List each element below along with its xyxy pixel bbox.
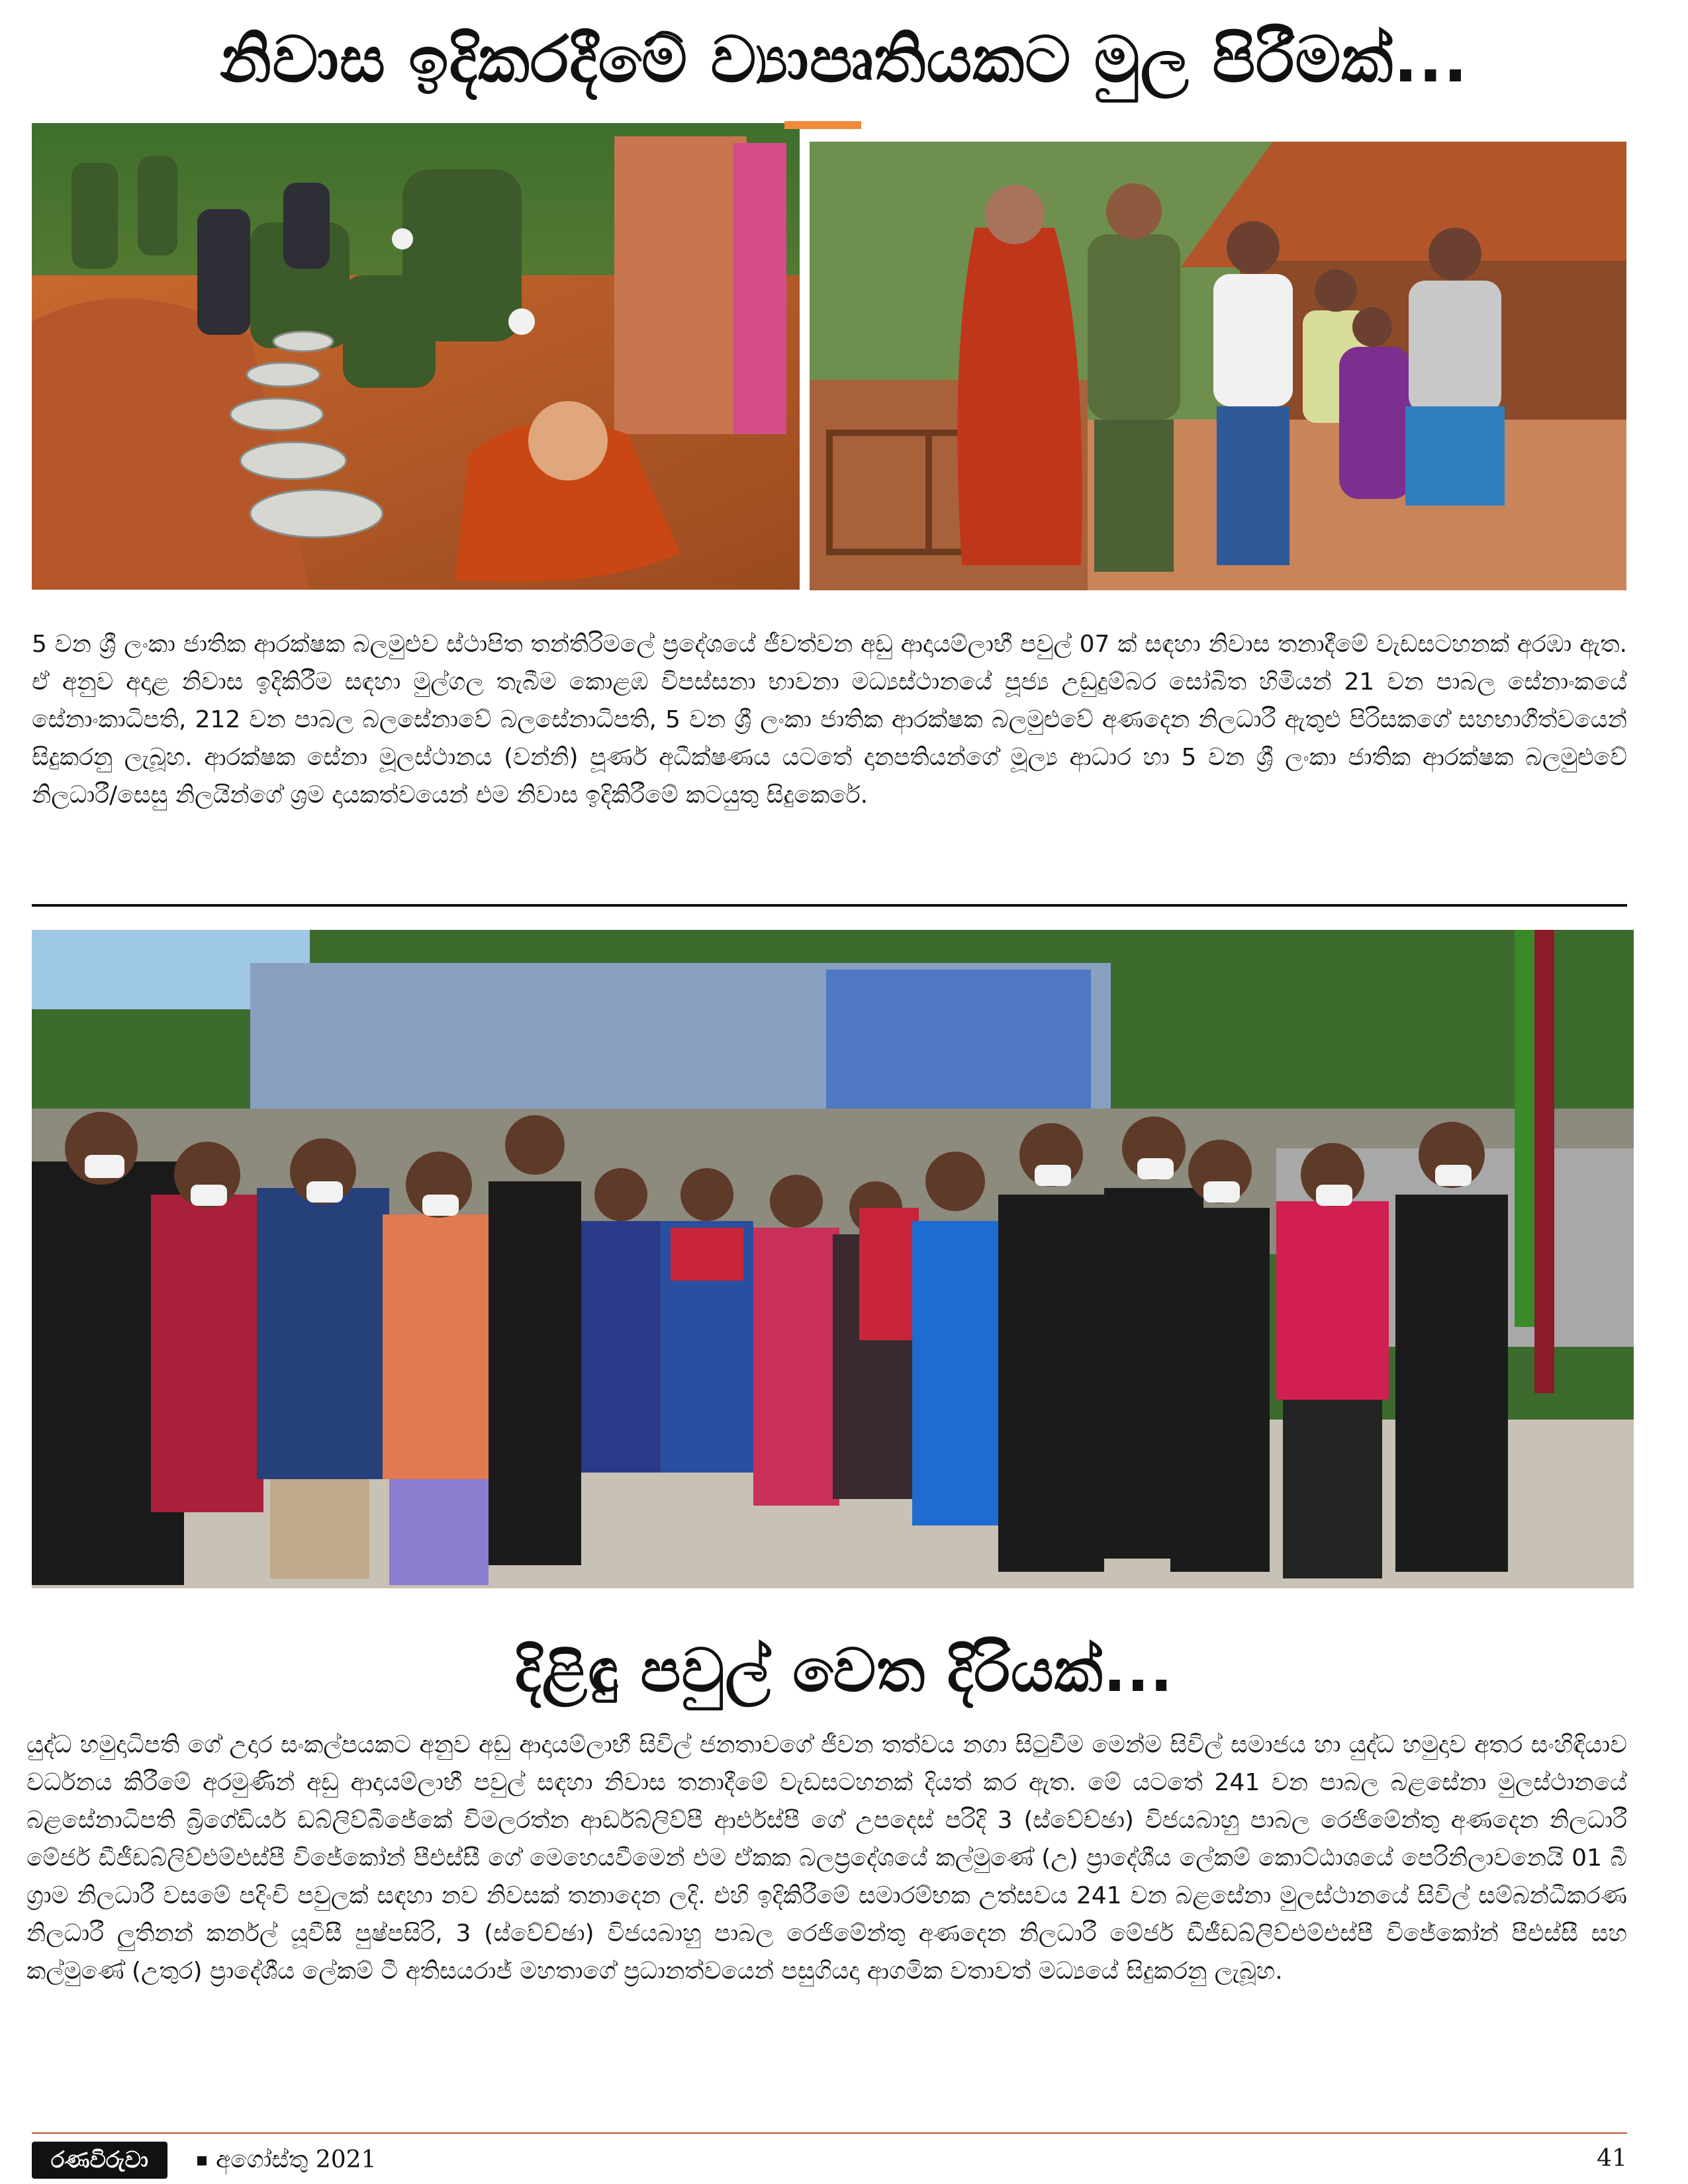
page-number: 41 xyxy=(1597,2145,1627,2172)
photo-accent-bar xyxy=(784,121,861,129)
headline-foundation-laying: නිවාස ඉදිකරදීමේ ව්‍යාපෘතියකට මුල පිරීමක්... xyxy=(220,23,1468,97)
footer-divider xyxy=(32,2132,1627,2134)
photo-foundation-ceremony xyxy=(32,123,800,590)
article-body-foundation: 5 වන ශ්‍රී ලංකා ජාතික ආරක්ෂක බලමුළුව ස්ථාපිත තන්තිරිමලේ ප්‍රදේශයේ ජීවත්වන අඩු ආදායම්ලාභී පවුල් 07 ක් සඳහා නිවාස තනාදීමේ වැඩසටහනක් අරඹා ඇත. ඒ අනුව අදාළ නිවාස ඉදිකිරීම සඳහා මුල්ගල තැබීම කොළඹ විපස්සනා භාවනා මධ්‍යස්ථානයේ පූජ්‍ය උඩුදුම්බර සෝබිත හිමියන් 21 වන පාබල සේනාංකයේ සේනාංකාධිපති, 212 වන පාබල බලසේනාවේ බලසේනාධිපති, 5 වන ශ්‍රී ලංකා ජාතික ආරක්ෂක බලමුළුවේ අණදෙන නිලධාරී ඇතුළු පිරිසකගේ සහභාගීත්වයෙන් සිදුකරනු ලැබූහ. ආරක්ෂක සේනා මූලස්ථානය (වන්නි) පූර්ණ අධීක්ෂණය යටතේ දානපතියන්ගේ මූල්‍ය ආධාර හා 5 වන ශ්‍රී ලංකා ජාතික ආරක්ෂක බලමුළුවේ නිලධාරී/සෙසු නිලයින්ගේ ශ්‍රම දායකත්වයෙන් එම නිවාස ඉදිකිරීමේ කටයුතු සිදුකෙරේ. xyxy=(32,631,1627,809)
footer-bullet xyxy=(197,2156,207,2165)
photo-monk-officer-family xyxy=(810,142,1626,590)
magazine-logo: රණවිරුවා xyxy=(32,2142,167,2179)
headline-support-families: දිළිඳු පවුල් වෙත දිරියක්... xyxy=(514,1636,1174,1706)
article-body-support-families: යුද්ධ හමුදාධිපති ගේ උදාර සංකල්පයකට අනුව අඩු ආදායම්ලාභී සිවිල් ජනතාවගේ ජීවන තත්වය නගා සිටුවීම මෙන්ම සිවිල් සමාජය හා යුද්ධ හමුදාව අතර සංහිඳියාව වර්ධනය කිරීමේ අරමුණින් අඩු ආදායම්ලාභී පවුල් සඳහා නිවාස තනාදීමේ වැඩසටහනක් දියත් කර ඇත. මේ යටතේ 241 වන පාබල බළසේනා මුලස්ථානයේ බළසේනාධිපති බ්‍රිගේඩියර් ඩබ්ලිව්බීජේකේ විමලරත්න ආර්ඩබ්ලිව්පී ආර්එස්පී ගේ උපදෙස් පරිදි 3 (ස්වේච්ඡා) විජයබාහු පාබල රෙජිමේන්තු අණදෙන නිලධාරී මේජර් ඩීජීඩබ්ලිව්එම්එස්පී විජේකෝන් පීඑස්සී ගේ මෙහෙයවීමෙන් එම ඒකක බලප්‍රදේශයේ කල්මුණේ (උ) ප්‍රාදේශීය ලේකම් කොට්ඨාශයේ පෙරිනිලාවනෙයි 01 බී ග්‍රාම නිලධාරී වසමේ පදිංචි පවුලක් සඳහා නව නිවසක් තනාදෙන ලදි. එහි ඉදිකිරීමේ සමාරම්භක උත්සවය 241 වන බළසේනා මුලස්ථානයේ සිවිල් සම්බන්ධීකරණ නිලධාරී ලුතිනන් කර්නල් යූවීසී පුෂ්පසිරි, 3 (ස්වේච්ඡා) විජයබාහු පාබල රෙජිමේන්තු අණදෙන නිලධාරී මේජර් ඩීජීඩබ්ලිව්එම්එස්පී විජේකෝන් පීඑස්සී සහ කල්මුණේ (උතුර) ප්‍රාදේශීය ලේකම් ටී අතිසයරාජ් මහතාගේ ප්‍රධානත්වයෙන් පසුගියදා ආගමික වතාවත් මධ්‍යයේ සිදුකරනු ලැබූහ. xyxy=(26,1731,1627,1985)
section-divider xyxy=(32,904,1627,907)
photo-group-new-house xyxy=(32,930,1634,1588)
issue-date: අගෝස්තු 2021 xyxy=(216,2146,377,2173)
